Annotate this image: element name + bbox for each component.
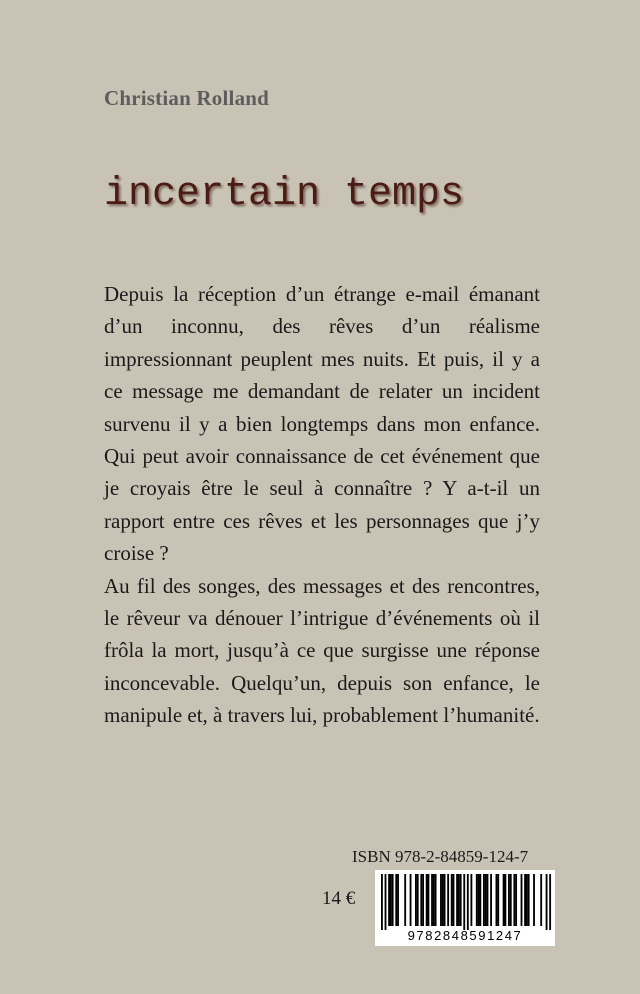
barcode-bar <box>524 874 526 926</box>
barcode-bar <box>476 874 478 926</box>
barcode-bar <box>433 874 435 926</box>
barcode-bar <box>458 874 460 926</box>
barcode-bar <box>451 874 453 926</box>
barcode-bar <box>385 874 387 930</box>
barcode-bar <box>490 874 492 926</box>
barcode-bar <box>447 874 449 926</box>
barcode-bar <box>440 874 442 926</box>
barcode-bar <box>515 874 517 926</box>
barcode-bars <box>375 870 555 930</box>
blurb-paragraph-1: Depuis la réception d’un étrange e-mail émanant d’un inconnu, des rêves d’un réalisme impressionnant peuplent mes nuits. Et puis, il y a ce message me demandant de relater un incident survenu il y a bien longtemps dans mon enfance. Qui peut avoir connaissance de cet événement que je croyais être le seul à connaître ? Y a-t-il un rapport entre ces rêves et les personnages que j’y croise ? <box>104 282 540 566</box>
barcode-bar <box>540 874 542 926</box>
barcode-digits: 9782848591247 <box>407 928 523 943</box>
barcode-bar <box>513 874 515 926</box>
barcode-bar <box>487 874 489 926</box>
barcode-bar <box>497 874 499 926</box>
author-name: Christian Rolland <box>104 86 270 110</box>
barcode-bar <box>444 874 446 926</box>
barcode-bar <box>390 874 392 926</box>
barcode-bar <box>420 874 422 926</box>
barcode-bar <box>470 874 472 926</box>
barcode-bar <box>435 874 437 926</box>
barcode-bar <box>521 874 523 926</box>
barcode-bar <box>533 874 535 926</box>
barcode-bar <box>397 874 399 926</box>
book-title: incertain temps <box>104 172 465 217</box>
barcode-bar <box>415 874 417 926</box>
barcode-bar <box>508 874 510 926</box>
barcode-bar <box>428 874 430 926</box>
barcode-bar <box>388 874 390 926</box>
barcode-bar <box>417 874 419 926</box>
blurb-paragraph-2: Au fil des songes, des messages et des rencontres, le rêveur va dénouer l’intrigue d’événements où il frôla la mort, jusqu’à ce que surgisse une réponse inconcevable. Quelqu’un, depuis son enfance, le manipule et, à travers lui, probablement l’humanité. <box>104 573 540 728</box>
barcode-bar <box>410 874 412 926</box>
barcode-bar <box>483 874 485 926</box>
price-label: 14 € <box>322 888 356 909</box>
barcode-bar <box>395 874 397 926</box>
barcode-bar <box>453 874 455 926</box>
barcode-bar <box>503 874 505 926</box>
barcode-bar <box>546 874 548 930</box>
barcode-bar <box>485 874 487 926</box>
barcode-bar <box>381 874 383 930</box>
barcode-bar <box>456 874 458 926</box>
barcode-bar <box>426 874 428 926</box>
barcode-bar <box>422 874 424 926</box>
barcode-bar <box>510 874 512 926</box>
blurb <box>104 278 540 732</box>
barcode-bar <box>392 874 394 926</box>
barcode-bar <box>442 874 444 926</box>
barcode-bar <box>404 874 406 926</box>
barcode-bar <box>549 874 551 930</box>
barcode-bar <box>528 874 530 926</box>
barcode-bar <box>478 874 480 926</box>
barcode <box>375 870 555 946</box>
barcode-bar <box>431 874 433 926</box>
barcode-bar <box>479 874 481 926</box>
barcode-bar <box>504 874 506 926</box>
isbn-label: ISBN 978-2-84859-124-7 <box>352 847 529 866</box>
barcode-bar <box>496 874 498 926</box>
barcode-bar <box>526 874 528 926</box>
barcode-bar <box>463 874 465 930</box>
barcode-bar <box>460 874 462 926</box>
barcode-bar <box>467 874 469 930</box>
